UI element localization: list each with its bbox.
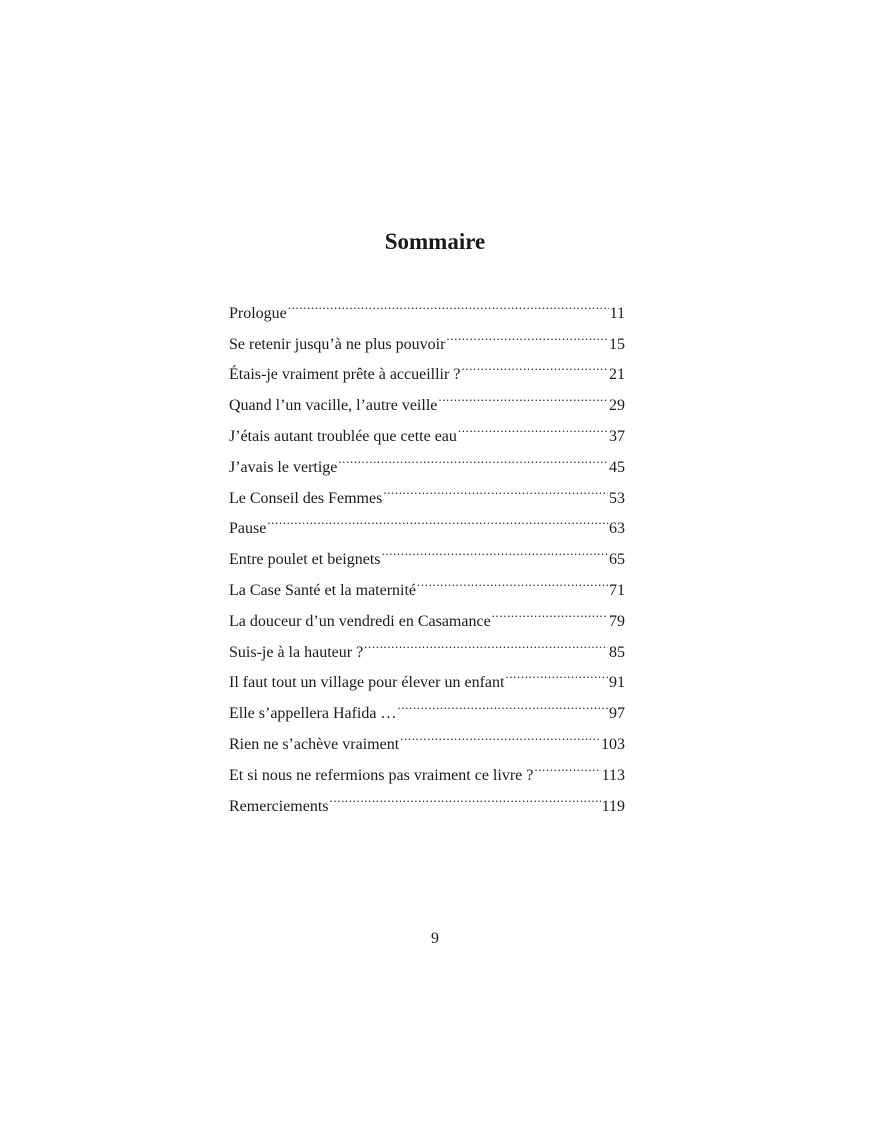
- toc-entry-page: 91: [609, 674, 625, 692]
- toc-entry-page: 85: [609, 643, 625, 661]
- toc-entry: [229, 318, 625, 353]
- toc-entry-title: Étais-je vraiment prête à accueillir ?: [229, 366, 461, 384]
- toc-entry: [229, 287, 625, 322]
- toc-entry: [229, 533, 625, 569]
- toc-entry-title: J’avais le vertige: [229, 458, 338, 476]
- toc-entry-title: La douceur d’un vendredi en Casamance: [229, 612, 491, 630]
- toc-entry-title: La Case Santé et la maternité: [229, 581, 417, 599]
- toc-entry-page: 103: [601, 735, 625, 753]
- toc-entry-page: 15: [609, 335, 625, 353]
- toc-entry-title: Pause: [229, 520, 267, 538]
- toc-entry-page: 65: [609, 551, 625, 569]
- toc-entry-title: Se retenir jusqu’à ne plus pouvoir: [229, 335, 446, 353]
- toc-entry-title: Le Conseil des Femmes: [229, 489, 383, 507]
- dot-leader: [534, 749, 600, 780]
- toc-entry-page: 71: [609, 581, 625, 599]
- toc-entry-title: Quand l’un vacille, l’autre veille: [229, 397, 438, 415]
- table-of-contents: [229, 287, 625, 815]
- dot-leader: [330, 780, 601, 811]
- toc-entry-page: 29: [609, 397, 625, 415]
- toc-entry-page: 119: [601, 797, 625, 815]
- dot-leader: [338, 441, 608, 472]
- dot-leader: [417, 564, 608, 595]
- dot-leader: [383, 472, 608, 503]
- toc-entry-page: 63: [609, 520, 625, 538]
- toc-entry-title: Elle s’appellera Hafida …: [229, 705, 397, 723]
- toc-entry-page: 37: [609, 427, 625, 445]
- toc-entry-page: 53: [609, 489, 625, 507]
- dot-leader: [267, 503, 608, 534]
- toc-entry-page: 97: [609, 705, 625, 723]
- toc-entry-title: Remerciements: [229, 797, 329, 815]
- toc-entry-title: Entre poulet et beignets: [229, 551, 381, 569]
- dot-leader: [364, 626, 608, 657]
- toc-entry-page: 45: [609, 458, 625, 476]
- toc-entry-page: 11: [609, 304, 625, 322]
- dot-leader: [400, 718, 600, 749]
- dot-leader: [458, 410, 608, 441]
- toc-entry-title: J’étais autant troublée que cette eau: [229, 427, 457, 445]
- dot-leader: [505, 657, 608, 688]
- dot-leader: [461, 349, 608, 380]
- page-number: 9: [431, 930, 439, 947]
- toc-entry: [229, 503, 625, 538]
- dot-leader: [446, 318, 608, 349]
- toc-entry-title: Il faut tout un village pour élever un enfant: [229, 674, 505, 692]
- toc-entry-page: 79: [609, 612, 625, 630]
- dot-leader: [288, 287, 609, 318]
- toc-entry-title: Prologue: [229, 304, 287, 322]
- dot-leader: [397, 687, 608, 718]
- dot-leader: [438, 379, 608, 410]
- toc-entry-title: Et si nous ne refermions pas vraiment ce livre ?: [229, 766, 534, 784]
- dot-leader: [492, 595, 608, 626]
- toc-entry-page: 113: [601, 766, 625, 784]
- dot-leader: [382, 533, 608, 564]
- toc-entry-title: Suis-je à la hauteur ?: [229, 643, 364, 661]
- toc-entry-page: 21: [609, 366, 625, 384]
- page-title: Sommaire: [384, 229, 486, 254]
- toc-entry-title: Rien ne s’achève vraiment: [229, 735, 400, 753]
